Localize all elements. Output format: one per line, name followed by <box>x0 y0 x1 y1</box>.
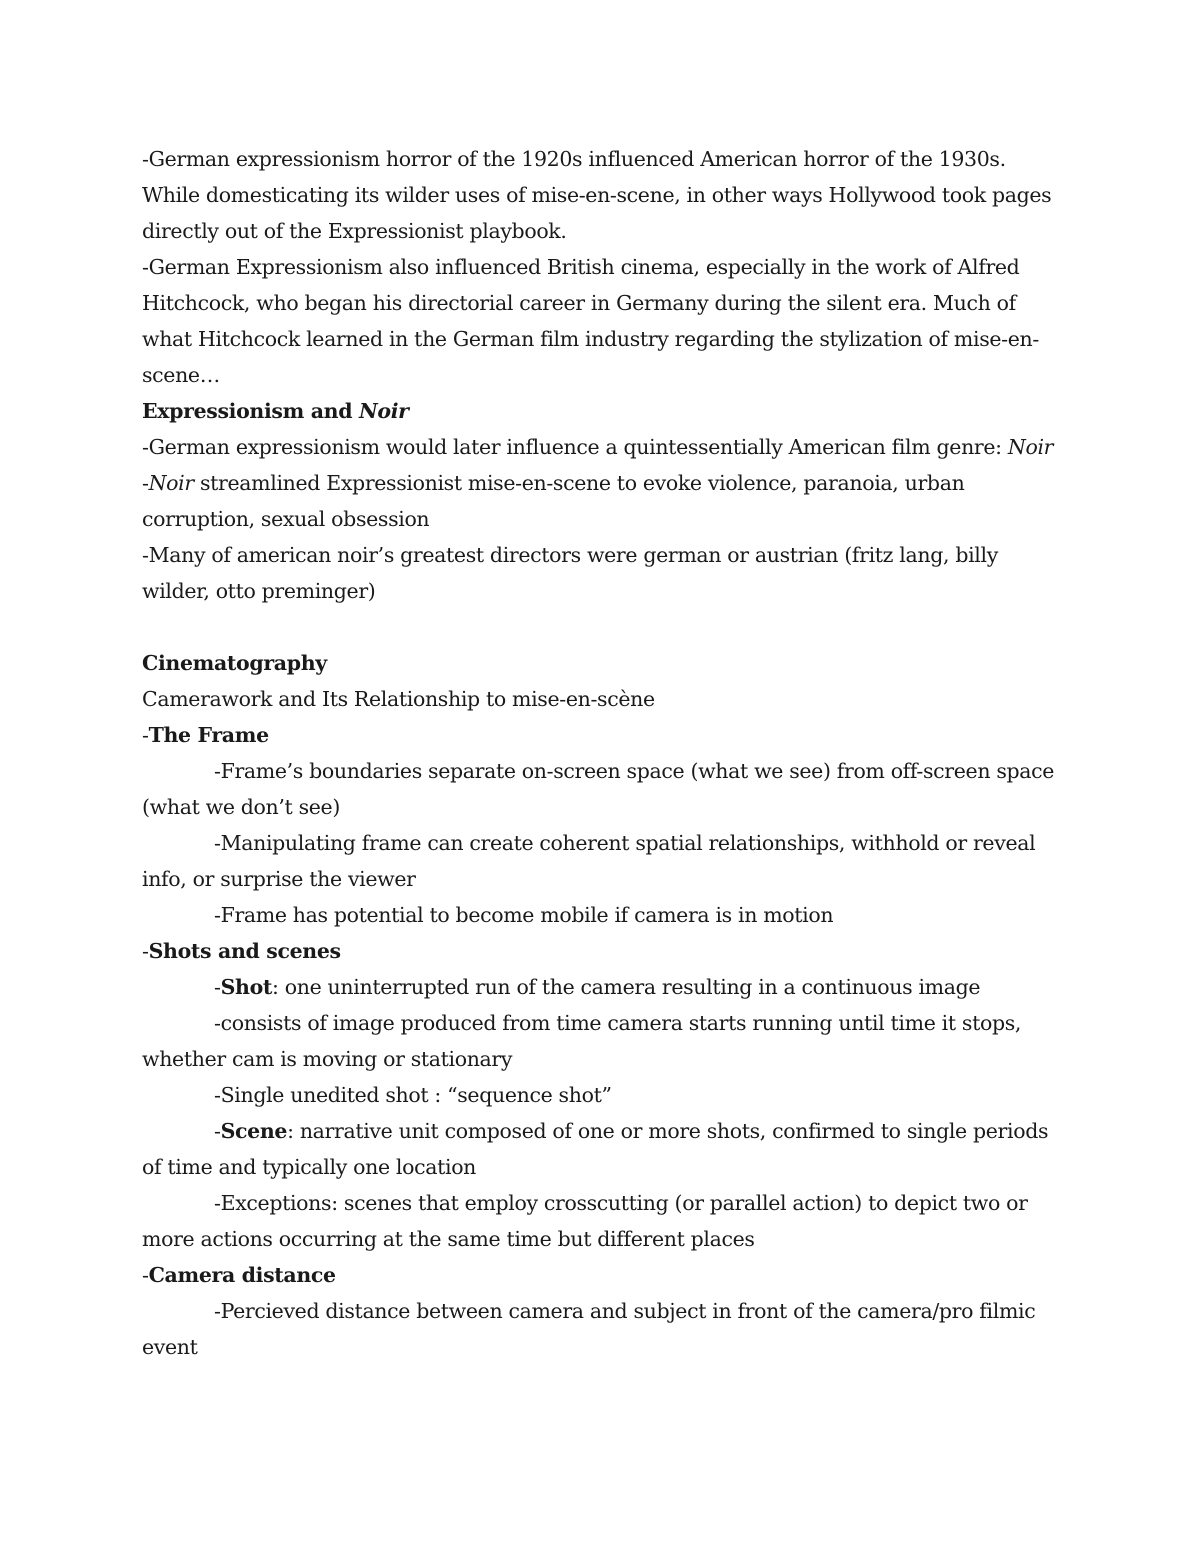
dash: - <box>142 939 149 963</box>
frame-point-boundaries: -Frame’s boundaries separate on-screen space (what we see) from off-screen space (what we don’t see) <box>142 759 1055 819</box>
distance-point-percieved: -Percieved distance between camera and subject in front of the camera/pro filmic event <box>142 1299 1036 1359</box>
shot-term: Shot <box>220 975 273 999</box>
camera-distance-title: Camera distance <box>148 1263 336 1287</box>
paragraph-british-cinema: -German Expressionism also influenced British cinema, especially in the work of Alfred Hitchcock, who began his directorial career in Germany during the silent era. Much of what Hitchcock learned in the German film industry regarding the stylization of mise-en-scene… <box>142 255 1039 387</box>
noir-influence-text: -German expressionism would later influence a quintessentially American film genre: <box>142 435 1008 459</box>
scene-definition <box>142 1113 1062 1185</box>
heading-expressionism-noir <box>142 393 1062 429</box>
dash: - <box>142 723 149 747</box>
shot-point-consists: -consists of image produced from time camera starts running until time it stops, whether cam is moving or stationary <box>142 1011 1022 1071</box>
noir-italic: Noir <box>1007 435 1054 459</box>
heading-the-frame <box>142 717 1062 753</box>
noir-streamlined-text: streamlined Expressionist mise-en-scene to evoke violence, paranoia, urban corruption, sexual obsession <box>142 471 965 531</box>
scene-term: Scene <box>220 1119 288 1143</box>
dash: - <box>142 1263 149 1287</box>
shot-definition-text: : one uninterrupted run of the camera resulting in a continuous image <box>272 975 981 999</box>
heading-camera-distance <box>142 1257 1062 1293</box>
scene-point-exceptions: -Exceptions: scenes that employ crosscutting (or parallel action) to depict two or more actions occurring at the same time but different places <box>142 1191 1028 1251</box>
paragraph-noir-influence <box>142 429 1062 465</box>
heading-cinematography-text: Cinematography <box>142 651 327 675</box>
paragraph-noir-directors: -Many of american noir’s greatest directors were german or austrian (fritz lang, billy wilder, otto preminger) <box>142 543 998 603</box>
shots-and-scenes-title: Shots and scenes <box>148 939 341 963</box>
dash: - <box>142 471 149 495</box>
heading-expressionism-text: Expressionism and <box>142 399 359 423</box>
noir-italic: Noir <box>148 471 194 495</box>
dash: - <box>214 1119 221 1143</box>
heading-cinematography <box>142 645 1062 681</box>
dash: - <box>214 975 221 999</box>
heading-shots-and-scenes <box>142 933 1062 969</box>
blank-line <box>142 609 1062 645</box>
subheading-camerawork: Camerawork and Its Relationship to mise-en-scène <box>142 687 655 711</box>
paragraph-noir-streamlined <box>142 465 1062 537</box>
frame-point-mobile: -Frame has potential to become mobile if camera is in motion <box>214 903 834 927</box>
frame-point-manipulating: -Manipulating frame can create coherent spatial relationships, withhold or reveal info, or surprise the viewer <box>142 831 1036 891</box>
the-frame-title: The Frame <box>148 723 269 747</box>
heading-noir-italic: Noir <box>359 399 409 423</box>
document-body <box>142 141 1062 1365</box>
scene-definition-text: : narrative unit composed of one or more shots, confirmed to single periods of time and typically one location <box>142 1119 1049 1179</box>
paragraph-german-horror: -German expressionism horror of the 1920s influenced American horror of the 1930s. While domesticating its wilder uses of mise-en-scene, in other ways Hollywood took pages directly out of the Expressionist playbook. <box>142 147 1052 243</box>
shot-definition <box>142 969 1062 1005</box>
shot-point-sequence: -Single unedited shot : “sequence shot” <box>214 1083 612 1107</box>
